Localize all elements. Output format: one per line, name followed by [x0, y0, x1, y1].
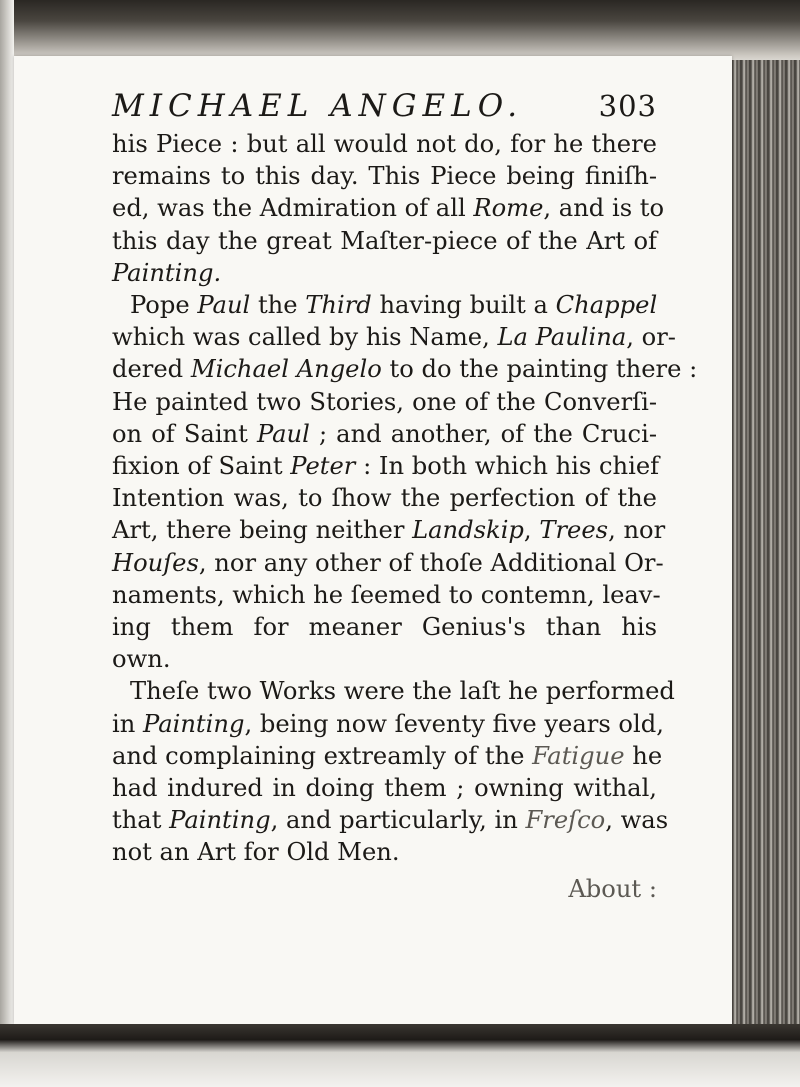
running-title: MICHAEL ANGELO.: [112, 88, 524, 124]
bottom-book-edge: [0, 1024, 800, 1087]
text-line-5: Painting.: [112, 258, 222, 287]
text-line-21: had indured in doing them ; owning withal,: [112, 774, 657, 803]
text-line-18: Theſe two Works were the laſt he performed: [130, 677, 675, 706]
text-line-14: Houſes, nor any other of thoſe Additional Or-: [112, 548, 664, 577]
text-line-6: Pope Paul the Third having built a Chappel: [130, 291, 658, 320]
text-line-11: fixion of Saint Peter : In both which his chief: [112, 452, 660, 481]
text-line-9: He painted two Stories, one of the Converſi-: [112, 387, 657, 416]
running-header: [112, 88, 657, 128]
text-line-13: Art, there being neither Landskip, Trees, nor: [112, 516, 666, 545]
text-line-8: dered Michael Angelo to do the painting there :: [112, 355, 698, 384]
text-line-3: ed, was the Admiration of all Rome, and is to: [112, 194, 665, 223]
text-line-23: not an Art for Old Men.: [112, 838, 400, 867]
text-line-17: own.: [112, 645, 171, 674]
text-line-7: which was called by his Name, La Paulina, or-: [112, 323, 676, 352]
text-line-22: that Painting, and particularly, in Freſco, was: [112, 806, 669, 835]
text-line-20: and complaining extreamly of the Fatigue he: [112, 741, 663, 770]
page-number: 303: [598, 89, 657, 123]
right-book-edge: [732, 60, 800, 1030]
left-book-edge: [0, 0, 14, 1087]
catchword: About :: [568, 874, 657, 903]
text-line-16: ing them for meaner Genius's than his: [112, 613, 657, 642]
text-line-15: naments, which he ſeemed to contemn, leav-: [112, 580, 661, 609]
text-line-1: his Piece : but all would not do, for he there: [112, 130, 657, 158]
text-line-19: in Painting, being now ſeventy five years old,: [112, 709, 664, 738]
text-line-10: on of Saint Paul ; and another, of the Cruci-: [112, 419, 657, 448]
text-line-2: remains to this day. This Piece being finiſh-: [112, 162, 657, 191]
text-line-4: this day the great Maſter-piece of the Art of: [112, 226, 657, 255]
text-line-12: Intention was, to ſhow the perfection of the: [112, 484, 657, 513]
page-text-block: [112, 88, 698, 905]
